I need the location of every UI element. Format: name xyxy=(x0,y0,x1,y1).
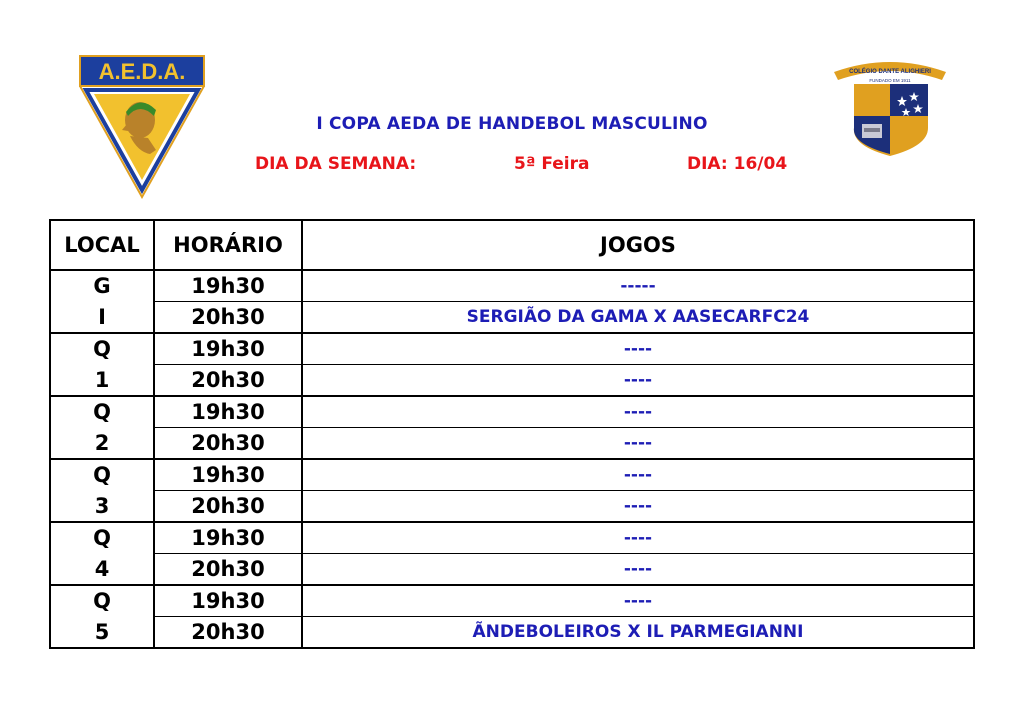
cell-jogo: ---- xyxy=(302,365,974,397)
cell-jogo: ---- xyxy=(302,522,974,554)
cell-horario: 20h30 xyxy=(154,554,302,586)
table-row xyxy=(50,522,974,554)
schedule-header-row xyxy=(50,220,974,270)
cell-horario: 19h30 xyxy=(154,396,302,428)
table-row xyxy=(50,333,974,365)
dante-logo-top-text: COLÉGIO DANTE ALIGHIERI xyxy=(849,69,931,75)
cell-horario: 20h30 xyxy=(154,617,302,649)
cell-local: 3 xyxy=(50,491,154,523)
cell-local: Q xyxy=(50,585,154,617)
cell-local: I xyxy=(50,302,154,334)
cell-local: 5 xyxy=(50,617,154,649)
cell-horario: 19h30 xyxy=(154,585,302,617)
cell-horario: 19h30 xyxy=(154,522,302,554)
weekday-label: DIA DA SEMANA: xyxy=(255,154,417,174)
table-row xyxy=(50,270,974,302)
dante-alighieri-logo xyxy=(832,58,948,158)
cell-jogo: ---- xyxy=(302,396,974,428)
table-row xyxy=(50,365,974,397)
aeda-logo-text: A.E.D.A. xyxy=(98,59,186,84)
cell-jogo: ---- xyxy=(302,428,974,460)
cell-local: 2 xyxy=(50,428,154,460)
cell-horario: 19h30 xyxy=(154,459,302,491)
cell-jogo: ---- xyxy=(302,459,974,491)
dante-logo-bottom-text: FUNDADO EM 1911 xyxy=(869,78,911,83)
table-row xyxy=(50,459,974,491)
cell-local: Q xyxy=(50,522,154,554)
cell-jogo: SERGIÃO DA GAMA X AASECARFC24 xyxy=(302,302,974,334)
table-row xyxy=(50,617,974,649)
cell-jogo: ---- xyxy=(302,554,974,586)
schedule-table xyxy=(49,219,975,649)
table-row xyxy=(50,302,974,334)
cell-jogo: ---- xyxy=(302,585,974,617)
tournament-title: I COPA AEDA DE HANDEBOL MASCULINO xyxy=(316,114,708,134)
cell-horario: 20h30 xyxy=(154,365,302,397)
header-jogos: JOGOS xyxy=(302,220,974,270)
header-horario: HORÁRIO xyxy=(154,220,302,270)
cell-jogo: ---- xyxy=(302,491,974,523)
table-row xyxy=(50,585,974,617)
header-local: LOCAL xyxy=(50,220,154,270)
cell-horario: 20h30 xyxy=(154,428,302,460)
cell-local: Q xyxy=(50,459,154,491)
cell-jogo: ----- xyxy=(302,270,974,302)
cell-local: 4 xyxy=(50,554,154,586)
cell-local: G xyxy=(50,270,154,302)
table-row xyxy=(50,396,974,428)
table-row xyxy=(50,554,974,586)
cell-jogo: ÃNDEBOLEIROS X IL PARMEGIANNI xyxy=(302,617,974,649)
cell-local: Q xyxy=(50,333,154,365)
cell-horario: 20h30 xyxy=(154,302,302,334)
table-row xyxy=(50,428,974,460)
table-row xyxy=(50,491,974,523)
cell-horario: 19h30 xyxy=(154,270,302,302)
date-value: DIA: 16/04 xyxy=(687,154,788,174)
cell-horario: 20h30 xyxy=(154,491,302,523)
cell-horario: 19h30 xyxy=(154,333,302,365)
cell-local: 1 xyxy=(50,365,154,397)
weekday-value: 5ª Feira xyxy=(514,154,590,174)
cell-jogo: ---- xyxy=(302,333,974,365)
cell-local: Q xyxy=(50,396,154,428)
